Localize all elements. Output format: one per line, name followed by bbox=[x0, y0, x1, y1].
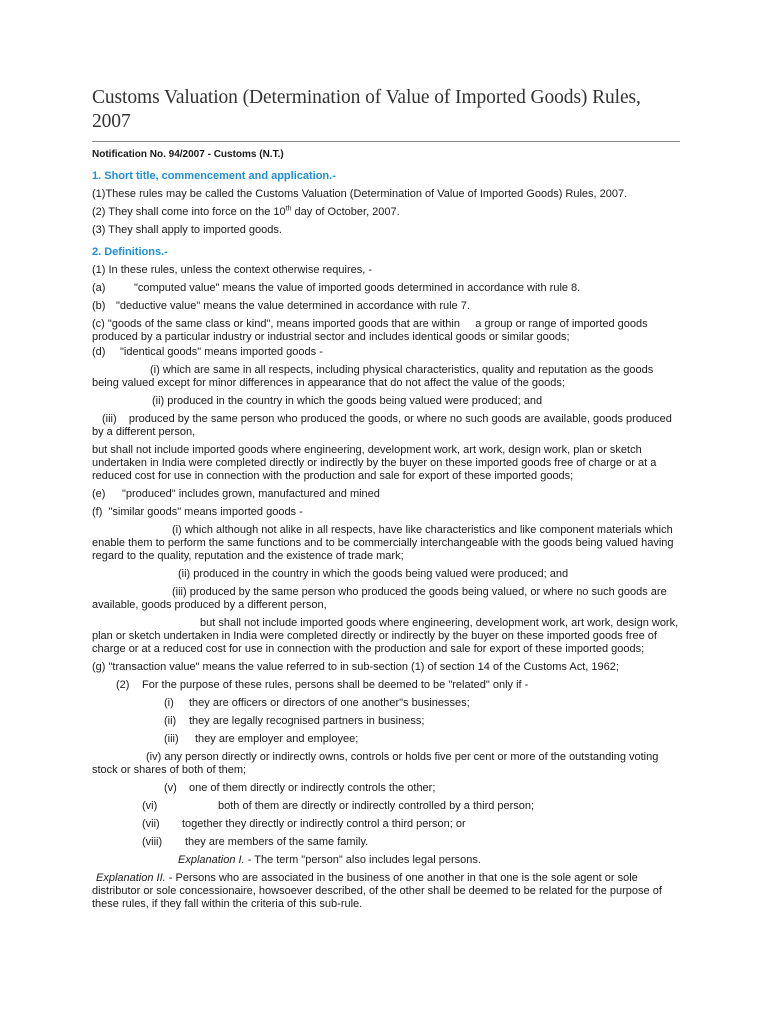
para-2-text-start: (2) They shall come into force on the 10 bbox=[92, 206, 286, 218]
clause-b bbox=[92, 300, 680, 313]
clause-a-text: "computed value" means the value of imported goods determined in accordance with rule 8. bbox=[134, 282, 581, 294]
related-v-label: (v) bbox=[164, 782, 177, 794]
clause-f-i: (i) which although not alike in all respects, have like characteristics and like component materials which enable them to perform the same functions and to be commercially interchangeable with the goods being valued having regard to the quality, reputation and the existence of trade mark; bbox=[92, 524, 677, 562]
clause-d-ii: (ii) produced in the country in which the goods being valued were produced; and bbox=[152, 395, 543, 407]
explanation-2 bbox=[92, 872, 680, 911]
clause-g: (g) "transaction value" means the value referred to in sub-section (1) of section 14 of the Customs Act, 1962; bbox=[92, 661, 619, 673]
related-v bbox=[92, 782, 680, 795]
related-vii-label: (vii) bbox=[142, 818, 160, 830]
clause-e-text: "produced" includes grown, manufactured and mined bbox=[122, 488, 380, 500]
clause-d-text: "identical goods" means imported goods - bbox=[120, 346, 323, 358]
section-1-para-2 bbox=[92, 206, 680, 219]
related-viii-label: (viii) bbox=[142, 836, 163, 848]
explanation-2-label: Explanation II. bbox=[96, 872, 166, 884]
title-divider bbox=[92, 141, 680, 142]
superscript-th: th bbox=[285, 205, 292, 213]
clause-f: (f) "similar goods" means imported goods - bbox=[92, 506, 303, 518]
subrule-2-label: (2) bbox=[116, 679, 130, 691]
related-vi-text: both of them are directly or indirectly controlled by a third person; bbox=[218, 800, 535, 812]
para-2-text-end: day of October, 2007. bbox=[291, 206, 400, 218]
explanation-1-text: - The term "person" also includes legal persons. bbox=[244, 854, 481, 866]
related-vii bbox=[92, 818, 680, 831]
clause-f-iii: (iii) produced by the same person who produced the goods being valued, or where no such goods are available, goods produced by a different person, bbox=[92, 586, 670, 611]
section-2-heading: 2. Definitions.- bbox=[92, 246, 168, 258]
clause-e bbox=[92, 488, 680, 501]
clause-b-label: (b) bbox=[92, 300, 106, 312]
clause-d bbox=[92, 346, 680, 359]
related-i-label: (i) bbox=[164, 697, 174, 709]
explanation-2-text: - Persons who are associated in the business of one another in that one is the sole agent or sole distributor or sole concessionaire, howsoever described, of the other shall be deemed to be related for the purpose of these rules, if they fall within the criteria of this sub-rule. bbox=[92, 872, 665, 910]
related-viii bbox=[92, 836, 680, 849]
related-iii-label: (iii) bbox=[164, 733, 179, 745]
related-ii-label: (ii) bbox=[164, 715, 177, 727]
clause-d-i: (i) which are same in all respects, including physical characteristics, quality and reputation as the goods being valued except for minor differences in appearance that do not affect the value of the goods; bbox=[92, 364, 657, 389]
related-viii-text: they are members of the same family. bbox=[185, 836, 369, 848]
clause-c: (c) "goods of the same class or kind", means imported goods that are within a group or range of imported goods produced by a particular industry or industrial sector and includes identical goods or similar goods; bbox=[92, 318, 651, 343]
clause-f-exclusion: but shall not include imported goods where engineering, development work, art work, design work, plan or sketch undertaken in India were completed directly or indirectly by the buyer on these imported goods free of charge or at a reduced cost for use in connection with the production and sale for export of these imported goods; bbox=[92, 617, 682, 655]
related-iv: (iv) any person directly or indirectly owns, controls or holds five per cent or more of the outstanding voting stock or shares of both of them; bbox=[92, 751, 662, 776]
related-vi-label: (vi) bbox=[142, 800, 158, 812]
clause-a-label: (a) bbox=[92, 282, 106, 294]
section-1-para-3: (3) They shall apply to imported goods. bbox=[92, 224, 282, 236]
related-i bbox=[92, 697, 680, 710]
definitions-intro: (1) In these rules, unless the context otherwise requires, - bbox=[92, 264, 373, 276]
related-vi bbox=[92, 800, 680, 813]
clause-d-exclusion: but shall not include imported goods where engineering, development work, art work, design work, plan or sketch undertaken in India were completed directly or indirectly by the buyer on these imported goods free of charge or at a reduced cost for use in connection with the production and sale for export of these imported goods; bbox=[92, 444, 660, 482]
clause-b-text: "deductive value" means the value determined in accordance with rule 7. bbox=[116, 300, 470, 312]
related-ii-text: they are legally recognised partners in business; bbox=[189, 715, 425, 727]
document-page bbox=[92, 86, 680, 916]
clause-d-iii: (iii) produced by the same person who produced the goods, or where no such goods are available, goods produced by a different person, bbox=[92, 413, 675, 438]
subrule-2 bbox=[92, 679, 680, 692]
related-ii bbox=[92, 715, 680, 728]
clause-f-ii: (ii) produced in the country in which the goods being valued were produced; and bbox=[178, 568, 569, 580]
clause-e-label: (e) bbox=[92, 488, 106, 500]
related-vii-text: together they directly or indirectly control a third person; or bbox=[182, 818, 466, 830]
explanation-1 bbox=[92, 854, 680, 867]
notification-number: Notification No. 94/2007 - Customs (N.T.) bbox=[92, 149, 284, 160]
clause-d-label: (d) bbox=[92, 346, 106, 358]
related-iii bbox=[92, 733, 680, 746]
related-i-text: they are officers or directors of one another"s businesses; bbox=[189, 697, 470, 709]
section-1-heading: 1. Short title, commencement and application.- bbox=[92, 170, 336, 182]
explanation-1-label: Explanation I. bbox=[178, 854, 245, 866]
related-iii-text: they are employer and employee; bbox=[195, 733, 359, 745]
document-title: Customs Valuation (Determination of Value of Imported Goods) Rules, 2007 bbox=[92, 87, 641, 132]
clause-a bbox=[92, 282, 680, 295]
subrule-2-text: For the purpose of these rules, persons shall be deemed to be "related" only if - bbox=[142, 679, 529, 691]
section-1-para-1: (1)These rules may be called the Customs Valuation (Determination of Value of Imported Goods) Rules, 2007. bbox=[92, 188, 628, 200]
related-v-text: one of them directly or indirectly controls the other; bbox=[189, 782, 436, 794]
